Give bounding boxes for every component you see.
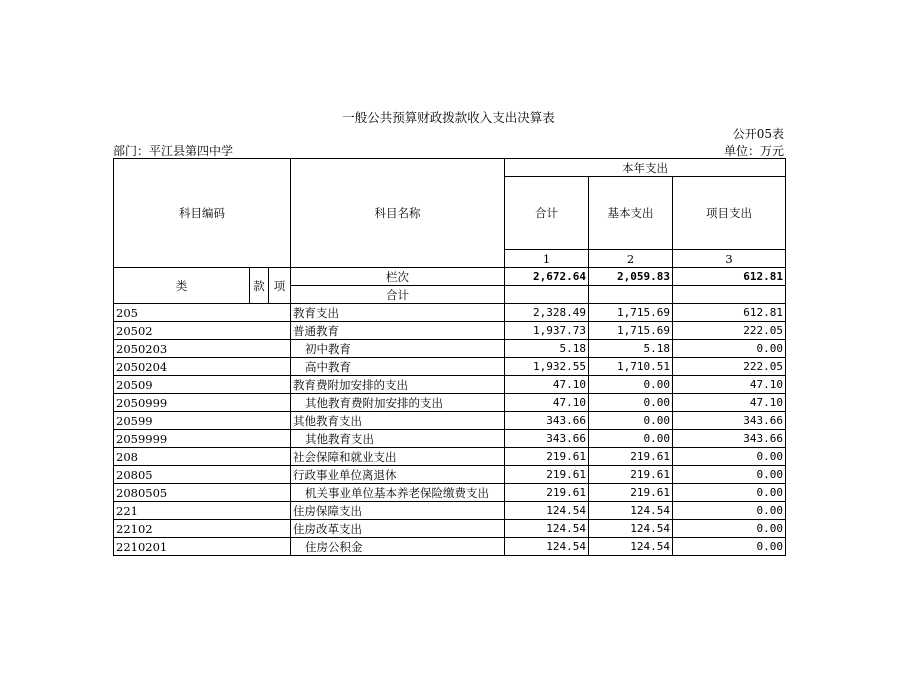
col-num-1: 1	[505, 250, 589, 268]
header-current-year: 本年支出	[505, 159, 786, 177]
col-num-3: 3	[673, 250, 786, 268]
row-project: 47.10	[673, 394, 786, 412]
row-name: 住房改革支出	[291, 520, 505, 538]
row-code: 20502	[114, 322, 291, 340]
row-total: 5.18	[505, 340, 589, 358]
header-xiang: 项	[269, 268, 291, 304]
header-name: 科目名称	[291, 159, 505, 268]
table-row	[114, 502, 786, 520]
row-name: 住房保障支出	[291, 502, 505, 520]
table-row	[114, 340, 786, 358]
unit-label: 单位：万元	[723, 144, 784, 158]
department-label: 部门：平江县第四中学	[113, 144, 234, 158]
row-code: 20805	[114, 466, 291, 484]
header-kuan: 款	[250, 268, 269, 304]
row-project: 222.05	[673, 358, 786, 376]
row-total: 124.54	[505, 502, 589, 520]
total-row-basic: 2,059.83	[589, 268, 673, 286]
row-total: 124.54	[505, 538, 589, 556]
row-code: 2080505	[114, 484, 291, 502]
row-basic: 0.00	[589, 394, 673, 412]
header-basic: 基本支出	[589, 177, 673, 250]
table-row	[114, 376, 786, 394]
row-project: 0.00	[673, 466, 786, 484]
row-code: 20509	[114, 376, 291, 394]
table-row	[114, 412, 786, 430]
row-total: 343.66	[505, 412, 589, 430]
row-total: 219.61	[505, 448, 589, 466]
row-total: 47.10	[505, 376, 589, 394]
row-basic: 0.00	[589, 430, 673, 448]
table-row	[114, 466, 786, 484]
row-name: 其他教育支出	[291, 430, 505, 448]
table-row	[114, 538, 786, 556]
row-project: 0.00	[673, 448, 786, 466]
row-code: 2050204	[114, 358, 291, 376]
row-basic: 219.61	[589, 484, 673, 502]
row-project: 47.10	[673, 376, 786, 394]
row-basic: 0.00	[589, 376, 673, 394]
total-row-project: 612.81	[673, 268, 786, 286]
row-basic: 219.61	[589, 448, 673, 466]
row-project: 0.00	[673, 520, 786, 538]
row-total: 1,937.73	[505, 322, 589, 340]
row-total: 124.54	[505, 520, 589, 538]
row-total: 47.10	[505, 394, 589, 412]
row-code: 2059999	[114, 430, 291, 448]
report-title: 一般公共预算财政拨款收入支出决算表	[342, 110, 555, 125]
header-project: 项目支出	[673, 177, 786, 250]
row-basic: 124.54	[589, 520, 673, 538]
row-code: 22102	[114, 520, 291, 538]
header-code: 科目编码	[114, 159, 291, 268]
row-name: 行政事业单位离退休	[291, 466, 505, 484]
row-name: 社会保障和就业支出	[291, 448, 505, 466]
table-row	[114, 358, 786, 376]
form-number: 公开05表	[732, 127, 784, 141]
row-code: 205	[114, 304, 291, 322]
row-project: 343.66	[673, 430, 786, 448]
row-basic: 1,715.69	[589, 322, 673, 340]
table-row	[114, 304, 786, 322]
budget-table	[113, 158, 786, 556]
row-total: 1,932.55	[505, 358, 589, 376]
row-name: 其他教育费附加安排的支出	[291, 394, 505, 412]
table-row	[114, 394, 786, 412]
row-basic: 124.54	[589, 502, 673, 520]
total-row-total: 2,672.64	[505, 268, 589, 286]
row-project: 222.05	[673, 322, 786, 340]
row-total: 343.66	[505, 430, 589, 448]
row-project: 0.00	[673, 484, 786, 502]
row-project: 0.00	[673, 538, 786, 556]
row-basic: 5.18	[589, 340, 673, 358]
row-name: 其他教育支出	[291, 412, 505, 430]
row-basic: 1,710.51	[589, 358, 673, 376]
row-project: 343.66	[673, 412, 786, 430]
row-name: 住房公积金	[291, 538, 505, 556]
row-name: 教育费附加安排的支出	[291, 376, 505, 394]
row-project: 612.81	[673, 304, 786, 322]
row-basic: 0.00	[589, 412, 673, 430]
row-total: 219.61	[505, 484, 589, 502]
table-row	[114, 430, 786, 448]
row-code: 2050999	[114, 394, 291, 412]
row-project: 0.00	[673, 502, 786, 520]
table-row	[114, 484, 786, 502]
header-total: 合计	[505, 177, 589, 250]
row-total: 2,328.49	[505, 304, 589, 322]
table-row	[114, 322, 786, 340]
row-code: 2210201	[114, 538, 291, 556]
row-project: 0.00	[673, 340, 786, 358]
row-name: 高中教育	[291, 358, 505, 376]
row-basic: 124.54	[589, 538, 673, 556]
row-basic: 1,715.69	[589, 304, 673, 322]
row-basic: 219.61	[589, 466, 673, 484]
row-name: 初中教育	[291, 340, 505, 358]
row-code: 208	[114, 448, 291, 466]
row-name: 普通教育	[291, 322, 505, 340]
table-row	[114, 520, 786, 538]
row-code: 20599	[114, 412, 291, 430]
row-code: 221	[114, 502, 291, 520]
row-name: 机关事业单位基本养老保险缴费支出	[291, 484, 505, 502]
row-total: 219.61	[505, 466, 589, 484]
col-num-2: 2	[589, 250, 673, 268]
col-label: 栏次	[291, 268, 505, 286]
row-name: 教育支出	[291, 304, 505, 322]
sum-label: 合计	[291, 286, 505, 304]
header-lei: 类	[114, 268, 250, 304]
table-row	[114, 448, 786, 466]
row-code: 2050203	[114, 340, 291, 358]
